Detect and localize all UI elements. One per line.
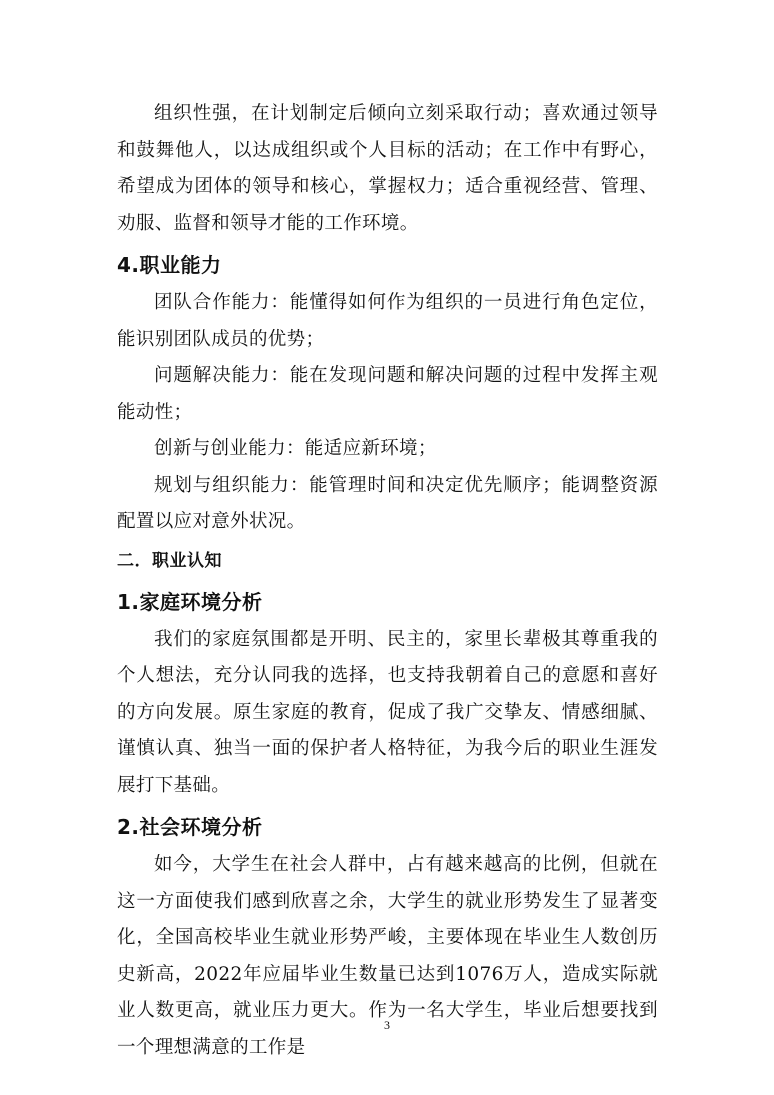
- page-number: 3: [384, 1018, 390, 1032]
- paragraph-social: 如今，大学生在社会人群中，占有越来越高的比例，但就在这一方面使我们感到欣喜之余，大学生的就业形势发生了显著变化，全国高校毕业生就业形势严峻，主要体现在毕业生人数创历史新高，2022年应届毕业生数量已达到1076万人，造成实际就业人数更高，就业压力更大。作为一名大学生，毕业后想要找到一个理想满意的工作是: [117, 854, 658, 1058]
- heading-social-analysis: 2.社会环境分析: [117, 815, 263, 839]
- heading-career-cognition: 二．职业认知: [117, 550, 222, 571]
- paragraph-teamwork: 团队合作能力：能懂得如何作为组织的一员进行角色定位，能识别团队成员的优势；: [117, 292, 658, 350]
- paragraph-problem-solving: 问题解决能力：能在发现问题和解决问题的过程中发挥主观能动性；: [117, 365, 658, 423]
- heading-career-ability: 4.职业能力: [117, 253, 222, 277]
- page-content: [117, 96, 658, 1066]
- paragraph-planning: 规划与组织能力：能管理时间和决定优先顺序；能调整资源配置以应对意外状况。: [117, 474, 658, 532]
- paragraph-family: 我们的家庭氛围都是开明、民主的，家里长辈极其尊重我的个人想法，充分认同我的选择，也支持我朝着自己的意愿和喜好的方向发展。原生家庭的教育，促成了我广交挚友、情感细腻、谨慎认真、独当一面的保护者人格特征，为我今后的职业生涯发展打下基础。: [117, 628, 658, 796]
- heading-family-analysis: 1.家庭环境分析: [117, 589, 263, 614]
- paragraph-innovation: 创新与创业能力：能适应新环境；: [154, 438, 437, 459]
- paragraph-personality: 组织性强，在计划制定后倾向立刻采取行动；喜欢通过领导和鼓舞他人，以达成组织或个人目标的活动；在工作中有野心，希望成为团体的领导和核心，掌握权力；适合重视经营、管理、劝服、监督和领导才能的工作环境。: [117, 103, 658, 234]
